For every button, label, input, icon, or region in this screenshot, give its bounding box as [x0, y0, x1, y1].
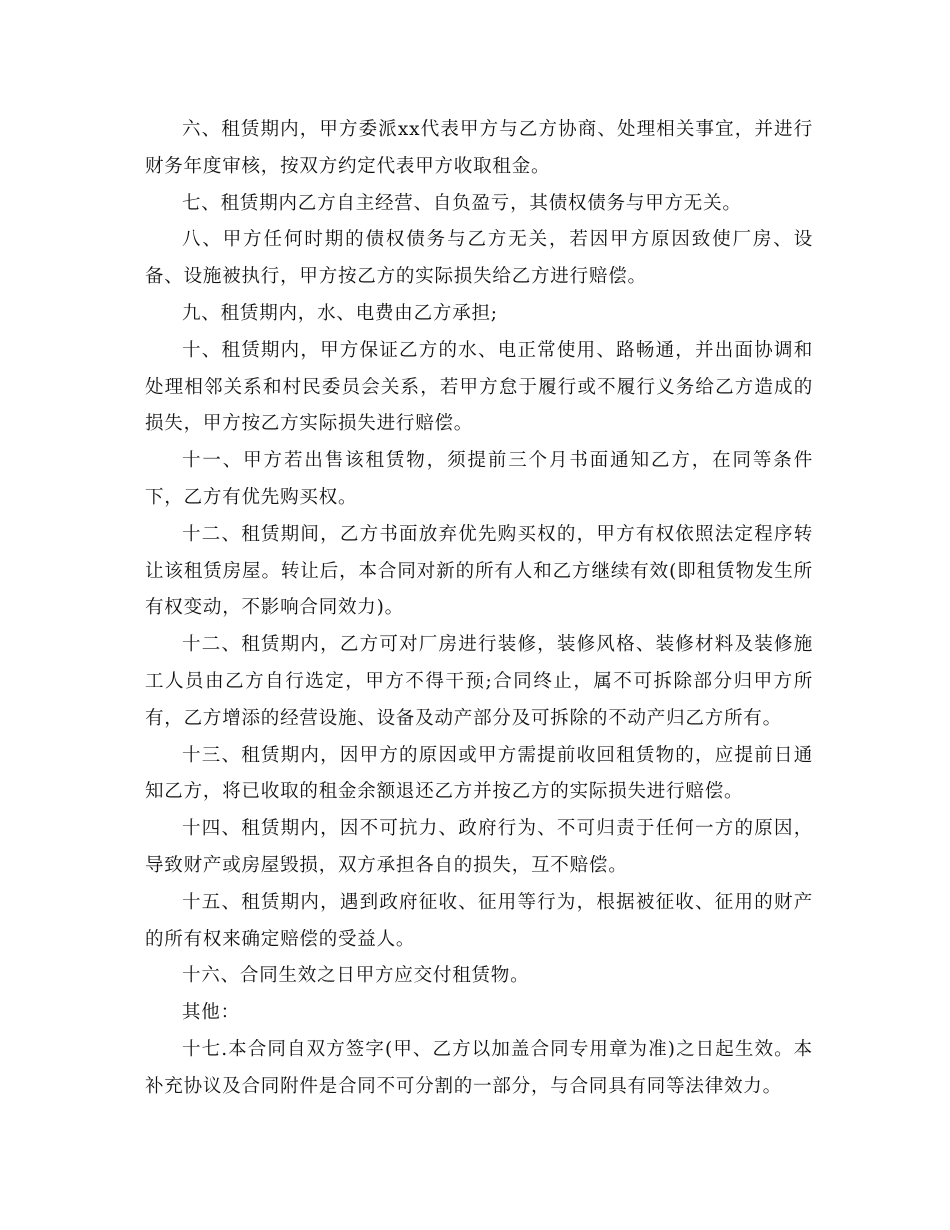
document-body [145, 112, 813, 1106]
paragraph-clause-10: 十、租赁期内，甲方保证乙方的水、电正常使用、路畅通，并出面协调和处理相邻关系和村民委员会关系，若甲方怠于履行或不履行义务给乙方造成的损失，甲方按乙方实际损失进行赔偿。 [145, 339, 813, 435]
paragraph-clause-16: 十六、合同生效之日甲方应交付租赁物。 [182, 965, 530, 987]
paragraph-clause-15: 十五、租赁期内，遇到政府征收、征用等行为，根据被征收、征用的财产的所有权来确定赔偿的受益人。 [145, 891, 813, 950]
paragraph-clause-12b: 十二、租赁期内，乙方可对厂房进行装修，装修风格、装修材料及装修施工人员由乙方自行选定，甲方不得干预;合同终止，属不可拆除部分归甲方所有，乙方增添的经营设施、设备及动产部分及可拆除的不动产归乙方所有。 [145, 634, 813, 729]
paragraph-other-heading: 其他： [182, 1002, 240, 1024]
paragraph-clause-14: 十四、租赁期内，因不可抗力、政府行为、不可归责于任何一方的原因，导致财产或房屋毁损，双方承担各自的损失，互不赔偿。 [145, 818, 813, 876]
paragraph-clause-9: 九、租赁期内，水、电费由乙方承担; [182, 302, 498, 324]
paragraph-clause-11: 十一、甲方若出售该租赁物，须提前三个月书面通知乙方，在同等条件下，乙方有优先购买权。 [145, 450, 813, 508]
paragraph-clause-7: 七、租赁期内乙方自主经营、自负盈亏，其债权债务与甲方无关。 [182, 192, 742, 214]
paragraph-clause-12a: 十二、租赁期间，乙方书面放弃优先购买权的，甲方有权依照法定程序转让该租赁房屋。转让后，本合同对新的所有人和乙方继续有效(即租赁物发生所有权变动，不影响合同效力)。 [145, 523, 813, 619]
paragraph-clause-13: 十三、租赁期内，因甲方的原因或甲方需提前收回租赁物的，应提前日通知乙方，将已收取的租金余额退还乙方并按乙方的实际损失进行赔偿。 [145, 744, 813, 803]
paragraph-clause-17: 十七.本合同自双方签字(甲、乙方以加盖合同专用章为准)之日起生效。本补充协议及合同附件是合同不可分割的一部分，与合同具有同等法律效力。 [145, 1038, 813, 1097]
paragraph-clause-6: 六、租赁期内，甲方委派xx代表甲方与乙方协商、处理相关事宜，并进行财务年度审核，按双方约定代表甲方收取租金。 [145, 119, 813, 177]
paragraph-clause-8: 八、甲方任何时期的债权债务与乙方无关，若因甲方原因致使厂房、设备、设施被执行，甲方按乙方的实际损失给乙方进行赔偿。 [145, 229, 813, 288]
